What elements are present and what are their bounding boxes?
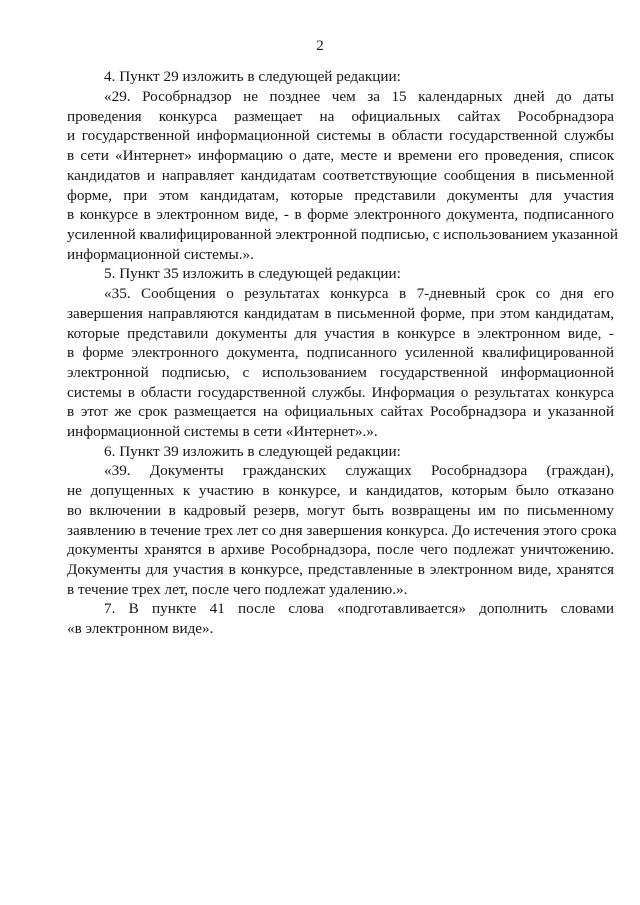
paragraph-line: в конкурсе в электронном виде, - в форме электронного документа, подписанного <box>67 206 614 223</box>
paragraph-line: электронной подписью, с использованием государственной информационной <box>67 364 614 381</box>
paragraph-line: информационной системы.». <box>67 246 254 263</box>
paragraph-line: заявлению в течение трех лет со дня завершения конкурса. До истечения этого срока <box>67 522 617 539</box>
paragraph-line: «в электронном виде». <box>67 620 214 637</box>
paragraph-line: и государственной информационной системы в области государственной службы <box>67 127 614 144</box>
paragraph-line: усиленной квалифицированной электронной подписью, с использованием указанной <box>67 226 619 243</box>
paragraph-line: в сети «Интернет» информацию о дате, месте и времени его проведения, список <box>67 147 614 164</box>
item-4-heading: 4. Пункт 29 изложить в следующей редакции: <box>104 68 401 85</box>
paragraph-line: «29. Рособрнадзор не позднее чем за 15 календарных дней до даты <box>104 88 614 105</box>
paragraph-line: системы в области государственной службы. Информация о результатах конкурса <box>67 384 614 401</box>
paragraph-line: информационной системы в сети «Интернет».». <box>67 423 378 440</box>
paragraph-line: «39. Документы гражданских служащих Рособрнадзора (граждан), <box>104 462 614 479</box>
paragraph-line: кандидатов и направляет кандидатам соответствующие сообщения в письменной <box>67 167 614 184</box>
paragraph-line: в течение трех лет, после чего подлежат удалению.». <box>67 581 408 598</box>
paragraph-line: проведения конкурса размещает на официальных сайтах Рособрнадзора <box>67 108 614 125</box>
paragraph-line: Документы для участия в конкурсе, представленные в электронном виде, хранятся <box>67 561 614 578</box>
paragraph-line: не допущенных к участию в конкурсе, и кандидатов, которым было отказано <box>67 482 614 499</box>
paragraph-line: форме, при этом кандидатам, которые представили документы для участия <box>67 187 614 204</box>
paragraph-line: во включении в кадровый резерв, могут быть возвращены им по письменному <box>67 502 614 519</box>
item-7-heading: 7. В пункте 41 после слова «подготавливается» дополнить словами <box>104 600 614 617</box>
paragraph-line: в этот же срок размещается на официальных сайтах Рособрнадзора и указанной <box>67 403 614 420</box>
page-number: 2 <box>316 38 324 54</box>
paragraph-line: «35. Сообщения о результатах конкурса в 7-дневный срок со дня его <box>104 285 614 302</box>
paragraph-line: которые представили документы для участия в конкурсе в электронном виде, - <box>67 325 614 342</box>
item-6-heading: 6. Пункт 39 изложить в следующей редакции: <box>104 443 401 460</box>
paragraph-line: завершения направляются кандидатам в письменной форме, при этом кандидатам, <box>67 305 614 322</box>
paragraph-line: документы хранятся в архиве Рособрнадзора, после чего подлежат уничтожению. <box>67 541 614 558</box>
paragraph-line: в форме электронного документа, подписанного усиленной квалифицированной <box>67 344 614 361</box>
item-5-heading: 5. Пункт 35 изложить в следующей редакции: <box>104 265 401 282</box>
